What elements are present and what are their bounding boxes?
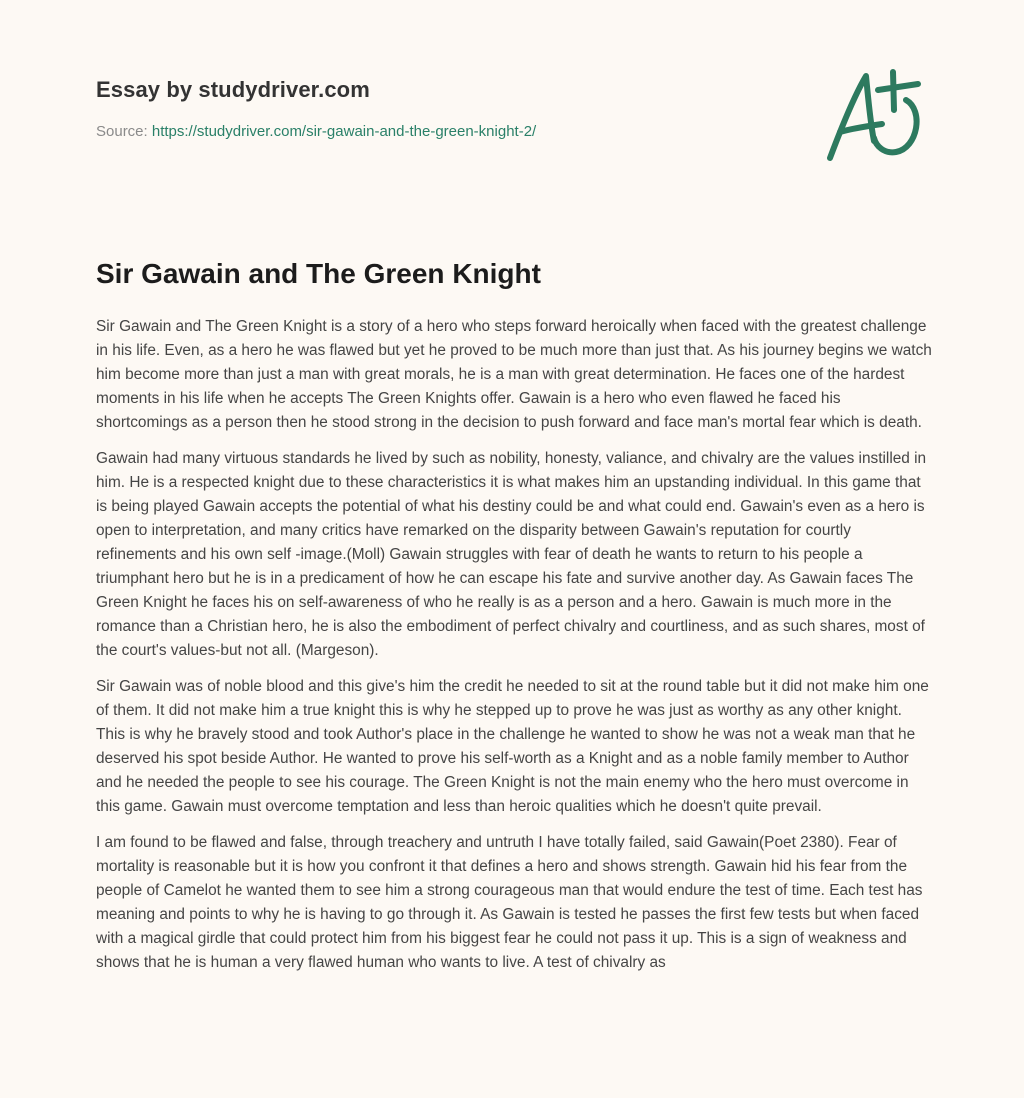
a-plus-logo-svg: [820, 66, 932, 166]
essay-paragraph-4: I am found to be flawed and false, through treachery and untruth I have totally failed, said Gawain(Poet 2380). Fear of mortality is reasonable but it is how you confront it that defines a hero and shows strength. Gawain hid his fear from the people of Camelot he wanted them to see him a strong courageous man that would endure the test of time. Each test has meaning and points to why he is having to go through it. As Gawain is tested he passes the first few tests but when faced with a magical girdle that could protect him from his biggest fear he could not pass it up. This is a sign of weakness and shows that he is human a very flawed human who wants to live. A test of chivalry as: [96, 834, 923, 971]
site-title: Essay by studydriver.com: [96, 77, 370, 102]
essay-body: [96, 315, 932, 987]
essay-paragraph-3: Sir Gawain was of noble blood and this give's him the credit he needed to sit at the round table but it did not make him one of them. It did not make him a true knight this is why he stepped up to prove he was just as worthy as any other knight. This is why he bravely stood and took Author's place in the challenge he wanted to show he was not a weak man that he deserved his spot beside Author. He wanted to prove his self-worth as a Knight and as a noble family member to Author and he needed the people to see his courage. The Green Knight is not the main enemy who the hero must overcome in this game. Gawain must overcome temptation and less than heroic qualities which he doesn't quite prevail.: [96, 678, 929, 815]
essay-title: Sir Gawain and The Green Knight: [96, 258, 541, 289]
source-line: [96, 122, 796, 142]
source-link[interactable]: https://studydriver.com/sir-gawain-and-the-green-knight-2/: [151, 123, 537, 140]
a-plus-grade-icon: [820, 66, 932, 166]
essay-paragraph-1: Sir Gawain and The Green Knight is a story of a hero who steps forward heroically when faced with the greatest challenge in his life. Even, as a hero he was flawed but yet he proved to be much more than just that. As his journey begins we watch him become more than just a man with great morals, he is a man with great determination. He faces one of the hardest moments in his life when he accepts The Green Knights offer. Gawain is a hero who even flawed he faced his shortcomings as a person then he stood strong in the decision to push forward and face man's mortal fear which is death.: [96, 318, 932, 431]
essay-paragraph-2: Gawain had many virtuous standards he lived by such as nobility, honesty, valiance, and chivalry are the values instilled in him. He is a respected knight due to these characteristics it is what makes him an upstanding individual. In this game that is being played Gawain accepts the potential of what his destiny could be and what could end. Gawain's even as a hero is open to interpretation, and many critics have remarked on the disparity between Gawain's reputation for courtly refinements and his own self -image.(Moll) Gawain struggles with fear of death he wants to return to his people a triumphant hero but he is in a predicament of how he can escape his fate and survive another day. As Gawain faces The Green Knight he faces his on self-awareness of who he really is as a person and a hero. Gawain is much more in the romance than a Christian hero, he is also the embodiment of perfect chivalry and courtliness, and as such shares, most of the court's values-but not all. (Margeson).: [96, 450, 927, 659]
page-header: [96, 74, 796, 142]
source-label: Source:: [96, 123, 152, 140]
